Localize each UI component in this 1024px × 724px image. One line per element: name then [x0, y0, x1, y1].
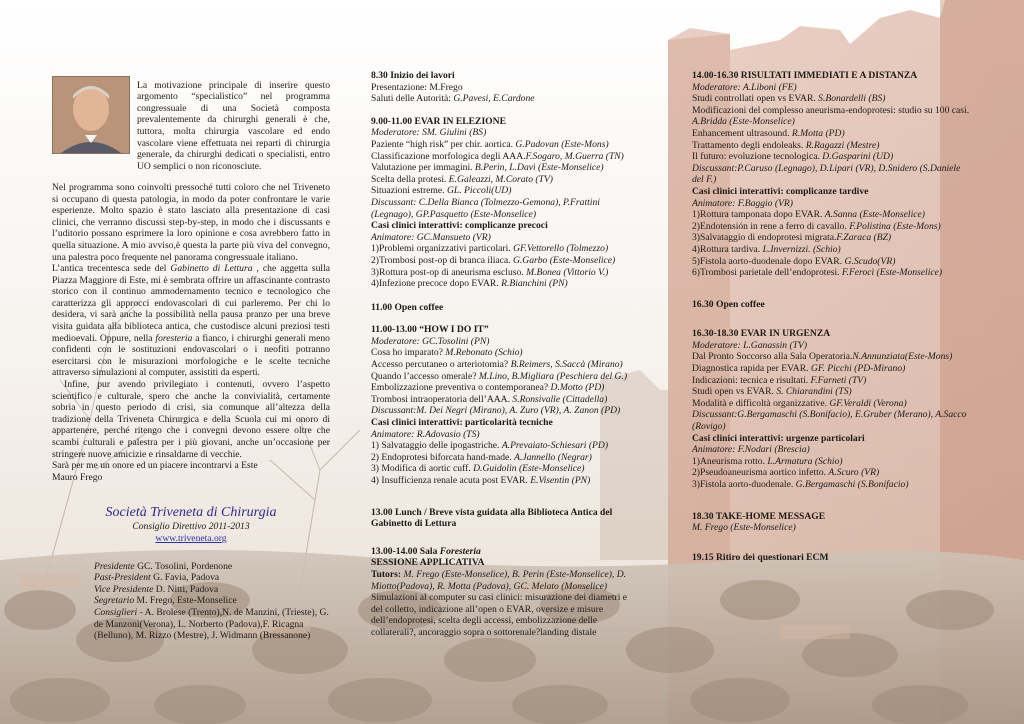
session-open-coffee-pm — [692, 299, 972, 311]
program-line: Saluti delle Autorità: G.Pavesi, E.Cardone — [371, 93, 535, 105]
cases-title: Casi clinici interattivi: urgenze particolari — [692, 432, 865, 444]
talk: Paziente “high risk” per chir. aortica. G.Padovan (Este-Mons) — [371, 138, 609, 150]
case: 1)Aneurisma rotto. L.Armatura (Schio) — [692, 455, 843, 467]
case: 1)Rottura tamponata dopo EVAR. A.Sanna (Este-Monselice) — [692, 209, 925, 221]
session-evar-elezione — [371, 116, 633, 290]
talk: Classificazione morfologica degli AAA.F.Sogaro, M.Guerra (TN) — [371, 150, 624, 162]
society-title: Società Triveneta di Chirurgia — [105, 505, 277, 521]
case: 2)Pseudoaneurisma aortico infetto. A.Scuro (VR) — [692, 467, 880, 479]
session-title: 13.00-14.00 Sala Foresteria — [371, 545, 481, 557]
intro-column — [52, 70, 330, 642]
paragraph-venue: L’antica trecentesca sede del Gabinetto di Lettura , che aggetta sulla Piazza Maggiore di Este, mi è sembrata offrire un affascinante contrasto storico con il continuo ammodernamento tecnico e tecnologico che caratterizza gli approcci endovascolari di cui parleremo. Per chi lo desidera, vi sarà anche la possibilità nella pausa pranzo per una breve visita guidata alla biblioteca antica, che custodisce alcuni preziosi testi medioevali. Oppure, nella foresteria a fianco, i chirurghi generali meno confidenti con le sostituzioni endovascolari o i neofiti potranno esercitarsi con le misurazioni morfologiche e le scelte tecniche attraverso simulazioni al computer, assistiti da esperti. — [52, 263, 330, 379]
officer-row: Past-President G. Favia, Padova — [94, 572, 220, 584]
session-risultati — [692, 70, 972, 279]
session-subtitle: SESSIONE APPLICATIVA — [371, 557, 485, 569]
talk: Valutazione per immagini. B.Perin, L.Davì (Este-Monselice) — [371, 162, 604, 174]
session-opening — [371, 70, 633, 105]
session-title: 9.00-11.00 EVAR IN ELEZIONE — [371, 115, 506, 127]
talk: Quando l’accesso omerale? M.Lino, B.Migliara (Peschiera del G.) — [371, 370, 628, 382]
cases-title: Casi clinici interattivi: complicanze precoci — [371, 220, 548, 232]
moderator: Moderatore: GC.Tosolini (PN) — [371, 335, 490, 347]
speaker: M. Frego (Este-Monselice) — [692, 522, 796, 534]
case: 5)Fistola aorto-duodenale dopo EVAR. G.Scudo(VR) — [692, 255, 896, 267]
officer-row: Consiglieri - A. Brolese (Trento),N. de Manzini, (Trieste), G. de Manzoni(Verona), L. Norberto (Padova),F. Ricagna (Belluno), M. Rizzo (Mestre), J. Widmann (Bressanone) — [94, 606, 329, 642]
animator: Animatore: GC.Mansueto (VR) — [371, 231, 491, 243]
discussants: Discussant:M. Dei Negri (Mirano), A. Zuro (VR), A. Zanon (PD) — [371, 405, 621, 417]
talk: Trombosi intraoperatoria dell’AAA. S.Ronsivalle (Cittadella) — [371, 393, 608, 405]
session-open-coffee — [371, 302, 633, 314]
talk: Cosa ho imparato? M.Rebonato (Schio) — [371, 347, 523, 359]
session-title: 11.00-13.00 “HOW I DO IT” — [371, 324, 489, 336]
officers-list — [52, 561, 330, 642]
author-photo — [52, 76, 130, 154]
session-title: 18.30 TAKE-HOME MESSAGE — [692, 510, 826, 522]
talk: Situazioni estreme. GL. Piccoli(UD) — [371, 185, 512, 197]
case: 3)Salvataggio di endoprotesi migrata.F.Zaraca (BZ) — [692, 232, 892, 244]
case: 4)Infezione precoce dopo EVAR. R.Bianchini (PN) — [371, 278, 568, 290]
paragraph-closing: Sarà per me un onore ed un piacere incontrarvi a Este — [52, 460, 258, 472]
case: 2) Endoprotesi biforcata hand-made. A.Jannello (Negrar) — [371, 451, 592, 463]
session-title: 16.30-18.30 EVAR IN URGENZA — [692, 328, 831, 340]
cases-title: Casi clinici interattivi: particolarità tecniche — [371, 417, 553, 429]
talk: Il futuro: evoluzione tecnologica. D.Gasparini (UD) — [692, 151, 894, 163]
session-take-home — [692, 511, 972, 534]
session-title: 14.00-16.30 RISULTATI IMMEDIATI E A DISTANZA — [692, 70, 918, 81]
session-applicativa — [371, 546, 633, 639]
afternoon-program-column — [692, 70, 972, 563]
intro-text: La motivazione principale di inserire questo argomento “specialistico” nel programma congressuale di una Società composta prevalentemente da chirurghi generali è che, tuttora, molta chirurgia vascolare ed endo vascolare viene effettuata nei reparti di chirurgia generale, da chirurghi dedicati o specialisti, entro UO semplici o non riconosciute. — [137, 79, 330, 172]
case: 3)Rottura post-op di aneurisma escluso. M.Bonea (Vittorio V.) — [371, 266, 609, 278]
talk: Indicazioni: tecnica e risultati. F.Farneti (TV) — [692, 374, 867, 386]
officer-row: Segretario M. Frego, Este-Monselice — [94, 595, 237, 607]
paragraph-program: Nel programma sono coinvolti pressoché tutti coloro che nel Triveneto si occupano di questa patologia, in modo da poter confrontare le varie esperienze. Molto spazio è stato lasciato alla presentazione di casi clinici, che verranno discussi step-by-step, in modo che i discussants e l’uditorio possano esprimere la loro opinione e cosa avrebbero fatto in quella situazione. A mio avviso,è questa la parte più viva del convegno, una palestra poco frequente nel panorama congressuale italiano. — [52, 181, 330, 263]
talk: Studi controllati open vs EVAR. S.Bonardelli (BS) — [692, 93, 886, 105]
animator: Animatore: R.Adovasio (TS) — [371, 428, 480, 440]
discussants: Discussant: C.Della Bianca (Tolmezzo-Gemona), P.Frattini (Legnago), GP.Pasquetto (Este-Monselice) — [371, 196, 600, 220]
session-title: 13.00 Lunch / Breve vista guidata alla Biblioteca Antica del Gabinetto di Lettura — [371, 506, 613, 530]
case: 3)Fistola aorto-duodenale. G.Bergamaschi (S.Bonifacio) — [692, 479, 909, 490]
case: 2)Endotensión in rene a ferro di cavallo. F.Polistina (Este-Mons) — [692, 220, 941, 232]
talk: Accesso percutaneo o arteriotomia? B.Reimers, S.Saccà (Mirano) — [371, 359, 623, 371]
session-how-i-do-it — [371, 324, 633, 486]
session-ecm — [692, 552, 972, 564]
talk: Modificazioni del complesso aneurisma-endoprotesi: studio su 100 casi. A.Bridda (Este-Monselice) — [692, 104, 970, 128]
paragraph-conviviality: Infine, pur avendo privilegiato i contenuti, ovvero l’aspetto scientifico e culturale, spero che anche la convivialità, certamente sobria in questo periodo di crisi, sia comunque all’altezza della tradizione della Triveneta Chirurgica e della Scuola cui mi onoro di appartenere, perché ritengo che i convegni devono essere oltre che scambi culturali e palestra per i più giovani, anche un’occasione per stringere nuove amicizie e rinsaldarne di vecchie. — [52, 379, 330, 460]
animator: Animatore: F.Baggio (VR) — [692, 197, 793, 209]
session-title: 8.30 Inizio dei lavori — [371, 70, 455, 81]
animator: Animatore: F.Nodari (Brescia) — [692, 444, 810, 456]
morning-program-column — [371, 70, 633, 639]
discussants: Discussant:P.Caruso (Legnago), D.Lipari (VR), D.Snidero (S.Daniele del F.) — [692, 162, 961, 186]
talk: Embolizzazione preventiva o contemporanea? D.Motto (PD) — [371, 382, 605, 394]
talk: Dal Pronto Soccorso alla Sala Operatoria.N.Annunziata(Este-Mons) — [692, 351, 953, 363]
case: 1)Problemi organizzativi particolari. GF.Vettorello (Tolmezzo) — [371, 243, 609, 255]
case: 4)Rottura tardiva. L.Invernizzi. (Schio) — [692, 243, 841, 255]
society-block — [52, 505, 330, 544]
session-description: Simulazioni al computer su casi clinici: misurazione dei diametri e del colletto, indicazione all’open o EVAR, oversize e misure dell’endoprotesi, scelta degli accessi, embolizzazione delle collaterali?, ancoraggio sopra o sottorenale?landing distale — [371, 592, 628, 638]
officer-row: Presidente GC. Tosolini, Pordenone — [94, 560, 233, 572]
session-title: 16.30 Open coffee — [692, 298, 765, 310]
moderator: Moderatore: A.Liboni (FE) — [692, 81, 797, 93]
society-website-link[interactable]: www.triveneta.org — [155, 532, 227, 544]
moderator: Moderatore: SM. Giulini (BS) — [371, 127, 487, 139]
case: 2)Trombosi post-op di branca iliaca. G.Garbo (Este-Monselice) — [371, 254, 616, 266]
talk: Trattamento degli endoleaks. R.Ragazzi (Mestre) — [692, 139, 880, 151]
session-lunch — [371, 507, 633, 530]
talk: Modalità e difficoltà organizzative. GF.Veraldi (Verona) — [692, 397, 907, 409]
officer-row: Vice Presidente D. Nitti, Padova — [94, 583, 219, 595]
talk: Studi open vs EVAR. S. Chiarandini (TS) — [692, 386, 852, 398]
talk: Scelta della protesi. E.Galeazzi, M.Corato (TV) — [371, 173, 553, 185]
tutors: Tutors: M. Frego (Este-Monselice), B. Perin (Este-Monselice), D. Miotto(Padova), R. Motta (Padova), GC. Melato (Monselice) — [371, 568, 627, 592]
society-subtitle: Consiglio Direttivo 2011-2013 — [132, 521, 250, 533]
program-line: Presentazione: M.Frego — [371, 81, 463, 93]
case: 3) Modifica di aortic cuff. D.Guidolin (Este-Monselice) — [371, 463, 585, 475]
moderator: Moderatore: L.Ganassin (TV) — [692, 339, 808, 351]
discussants: Discussant:G.Bergamaschi (S.Bonifacio), E.Gruber (Merano), A.Sacco (Rovigo) — [692, 409, 967, 433]
session-evar-urgenza — [692, 328, 972, 490]
case: 6)Trombosi parietale dell’endoprotesi. F.Ferocì (Este-Monselice) — [692, 267, 943, 279]
session-title: 19.15 Ritiro dei questionari ECM — [692, 551, 829, 563]
session-title: 11.00 Open coffee — [371, 301, 444, 313]
cases-title: Casi clinici interattivi: complicanze tardive — [692, 185, 869, 197]
signature: Mauro Frego — [52, 471, 103, 483]
talk: Diagnostica rapida per EVAR. GF. Picchi (PD-Mirano) — [692, 363, 906, 375]
case: 1) Salvataggio delle ipogastriche. A.Prevaiato-Schiesari (PD) — [371, 440, 609, 452]
case: 4) Insufficienza renale acuta post EVAR. E.Visentin (PN) — [371, 475, 591, 486]
talk: Enhancement ultrasound. R.Motta (PD) — [692, 127, 845, 139]
